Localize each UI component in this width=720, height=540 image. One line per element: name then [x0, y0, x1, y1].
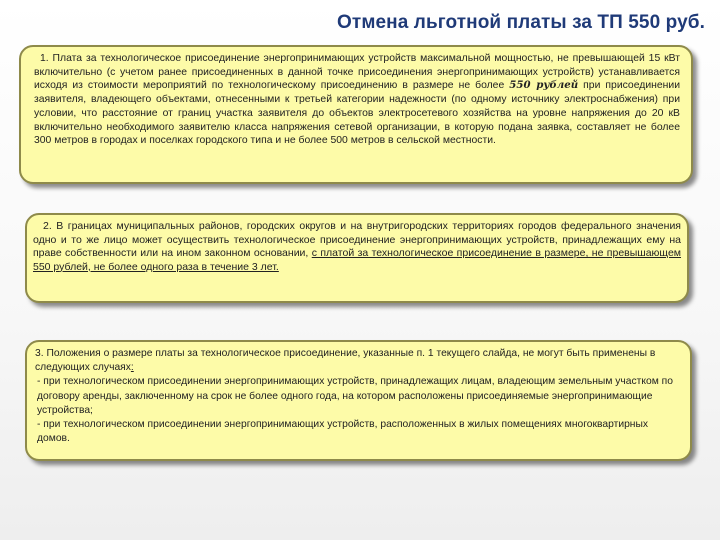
clause-3-bullet-lease: - при технологическом присоединении энергопринимающих устройств, принадлежащих лицам, владеющим земельным участком по договору аренды, заключенному на срок не более одного года, на котором расположены присоединяемые энергопринимающие устройства; — [37, 376, 673, 416]
clause-2-underlined: с платой за технологическое присоединение в размере, не превышающем 550 рублей, не более одного раза в течение 3 лет. — [33, 247, 682, 273]
clause-2-text — [33, 220, 681, 274]
clause-3-lead — [35, 347, 682, 375]
clause-3-box — [25, 340, 692, 461]
clause-2-box — [25, 213, 689, 303]
clause-3-lead-colon: : — [130, 362, 134, 374]
slide-title: Отмена льготной платы за ТП 550 руб. — [337, 12, 705, 33]
clause-3-lead-text: 3. Положения о размере платы за технологическое присоединение, указанные п. 1 текущего слайда, не могут быть применены в следующих случаях — [35, 348, 656, 374]
clause-1-box — [19, 45, 693, 184]
clause-1-fee-highlight: 550 рублей — [509, 79, 579, 92]
clause-1-text — [34, 52, 680, 148]
clause-3-text — [35, 347, 682, 446]
clause-1-part1: 1. Плата за технологическое присоединение энергопринимающих устройств максимальной мощностью, не превышающей 15 кВт включительно (с учетом ранее присоединенных в данной точке присоединения энергопринимающих устройств) устанавливается исходя из стоимости мероприятий по технологическому присоединению в размере не более — [34, 53, 680, 92]
clause-1-part2: при присоединении заявителя, владеющего объектами, отнесенными к третьей категории надежности (по одному источнику электроснабжения) при условии, что расстояние от границ участка заявителя до объектов электросетевого хозяйства на уровне напряжения до 20 кВ включительно необходимого заявителю класса напряжения сетевой организации, в которую подана заявка, составляет не более 300 метров в городах и поселках городского типа и не более 500 метров в сельской местности. — [34, 80, 680, 147]
clause-3-bullet-apartments: - при технологическом присоединении энергопринимающих устройств, расположенных в жилых помещениях многоквартирных домов. — [37, 419, 649, 445]
clause-2-part1: 2. В границах муниципальных районов, городских округов и на внутригородских территориях городов федерального значения одно и то же лицо может осуществить технологическое присоединение энергопринимающих устройств, принадлежащих ему на праве собственности или на ином законном основании, — [33, 220, 681, 260]
